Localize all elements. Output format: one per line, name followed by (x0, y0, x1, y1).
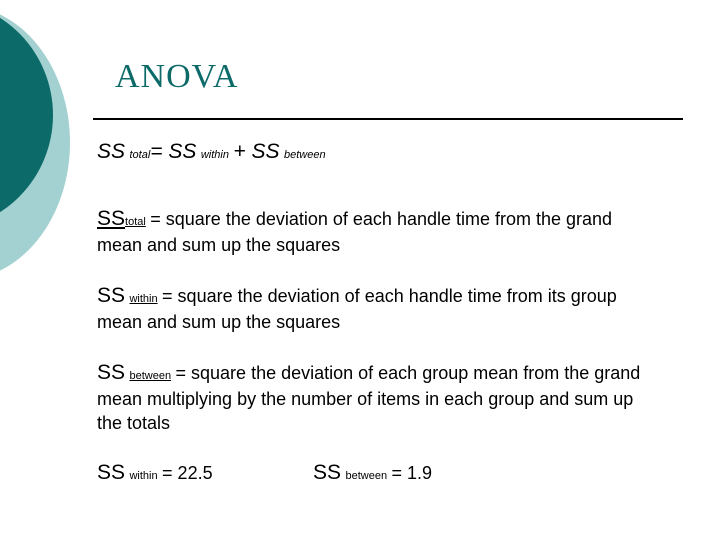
definition-sub: within (129, 293, 158, 305)
result-value: = 22.5 (162, 463, 213, 483)
result-within (97, 461, 213, 485)
result-between (313, 461, 432, 485)
anova-equation (97, 140, 326, 164)
definition-total (97, 207, 612, 231)
equation-term2-sub: between (284, 149, 326, 161)
result-sub: between (345, 470, 388, 482)
definition-between-cont2: the totals (97, 413, 171, 433)
definition-within (97, 284, 617, 308)
equation-lhs: SS (97, 140, 126, 163)
equation-equals: = SS (150, 140, 197, 163)
definition-between (97, 361, 640, 385)
result-symbol: SS (313, 461, 342, 484)
slide-title: ANOVA (115, 58, 239, 95)
result-sub: within (129, 470, 158, 482)
result-symbol: SS (97, 461, 126, 484)
definition-text: = square the deviation of each handle time from the grand (150, 209, 613, 229)
definition-text: = square the deviation of each handle time from its group (162, 286, 617, 306)
definition-total-cont: mean and sum up the squares (97, 235, 341, 255)
definition-within-cont: mean and sum up the squares (97, 312, 341, 332)
equation-term1-sub: within (200, 149, 229, 161)
equation-lhs-sub: total (129, 149, 151, 161)
title-divider (93, 118, 683, 120)
definition-symbol: SS (97, 284, 126, 307)
definition-sub: total (125, 216, 146, 228)
definition-sub: between (129, 370, 172, 382)
result-value: = 1.9 (391, 463, 433, 483)
definition-symbol: SS (97, 207, 126, 230)
definition-text: = square the deviation of each group mean from the grand (175, 363, 641, 383)
definition-between-cont: mean multiplying by the number of items in each group and sum up (97, 389, 634, 409)
equation-plus: + SS (233, 140, 280, 163)
definition-symbol: SS (97, 361, 126, 384)
